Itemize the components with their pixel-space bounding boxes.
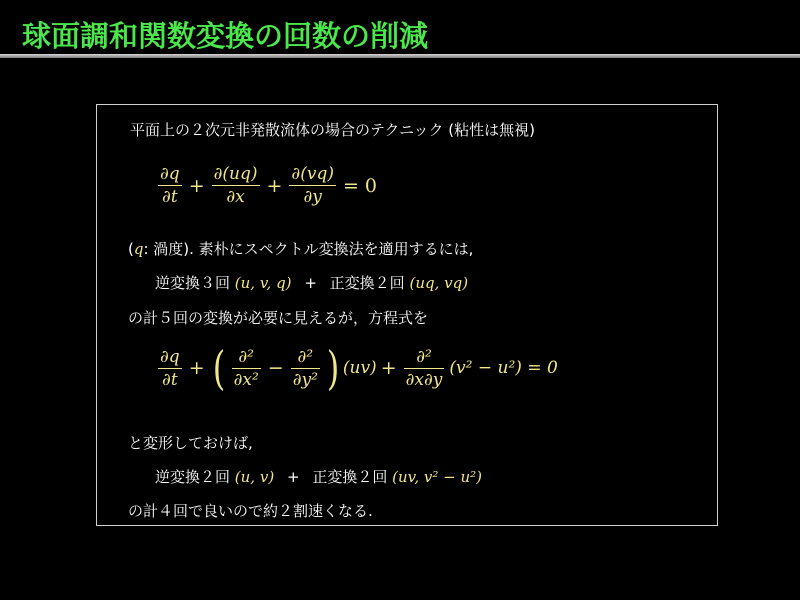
transform-note: と変形しておけば,: [128, 434, 253, 452]
eq2-tail: (v² − u²) = 0: [449, 358, 558, 378]
eq1-t3-num: ∂(vq): [291, 164, 334, 184]
right-paren: ): [326, 341, 340, 395]
inverse3-args: (u, v, q): [234, 274, 292, 292]
eq2-plus-2: +: [380, 357, 397, 379]
forward2b-label: 正変換２回: [312, 468, 388, 486]
eq2-plus-1: +: [188, 357, 205, 379]
eq2-uv: (uv): [342, 358, 377, 378]
eq2-t4-den: ∂x∂y: [405, 369, 443, 390]
q-note-rest: : 渦度). 素朴にスペクトル変換法を適用するには,: [143, 240, 474, 258]
eq1-term-dq-dt: [158, 163, 182, 208]
inverse-3-line: [155, 272, 468, 293]
eq2-t2-den: ∂x²: [233, 369, 259, 390]
eq1-term-duq-dx: [212, 163, 260, 208]
transformed-equation: [155, 341, 558, 395]
q-definition-line: [128, 238, 473, 259]
eq2-term-d2-dxdy: [404, 346, 445, 391]
eq1-term-dvq-dy: [289, 163, 336, 208]
inverse2-args: (u, v): [234, 468, 275, 486]
eq2-t2-num: ∂²: [238, 346, 254, 367]
eq1-t2-num: ∂(uq): [213, 164, 258, 184]
eq2-t4-num: ∂²: [416, 346, 432, 367]
eq1-plus-1: +: [188, 174, 205, 197]
total-5-line: の計５回の変換が必要に見えるが，方程式を: [128, 309, 429, 327]
q-symbol: q: [133, 240, 144, 258]
inverse-2-line: [155, 466, 482, 487]
eq2-term-d2-dy2: [291, 346, 320, 391]
content-panel: [96, 104, 718, 526]
left-paren: (: [212, 341, 225, 395]
eq2-term-dq-dt: [158, 346, 182, 391]
eq2-minus: −: [267, 357, 284, 379]
eq2-t1-den: ∂t: [162, 369, 178, 390]
forward2-label: 正変換２回: [329, 274, 405, 292]
plus-sign: +: [304, 274, 317, 292]
forward2b-args: (uv, v² − u²): [392, 468, 482, 486]
eq2-t1-num: ∂q: [160, 346, 180, 367]
eq2-t3-den: ∂y²: [292, 369, 318, 390]
eq2-term-d2-dx2: [232, 346, 261, 391]
forward2-args: (uq, vq): [409, 274, 469, 292]
eq1-t2-den: ∂x: [226, 187, 245, 207]
eq2-t3-num: ∂²: [297, 346, 314, 367]
inverse2-label: 逆変換２回: [155, 468, 231, 486]
intro-text: 平面上の２次元非発散流体の場合のテクニック (粘性は無視): [130, 121, 535, 139]
eq1-t1-num: ∂q: [160, 164, 180, 184]
plus-sign: +: [286, 468, 300, 486]
eq1-t1-den: ∂t: [162, 187, 178, 207]
total-4-line: の計４回で良いので約２割速くなる.: [128, 502, 373, 520]
slide-title: 球面調和関数変換の回数の削減: [22, 19, 429, 53]
q-note-open: (: [128, 240, 134, 258]
eq1-plus-2: +: [266, 174, 283, 197]
eq1-t3-den: ∂y: [303, 187, 322, 207]
eq1-rhs: = 0: [342, 174, 378, 197]
inverse3-label: 逆変換３回: [155, 274, 231, 292]
vorticity-equation: [155, 163, 381, 208]
title-divider: [0, 54, 800, 58]
